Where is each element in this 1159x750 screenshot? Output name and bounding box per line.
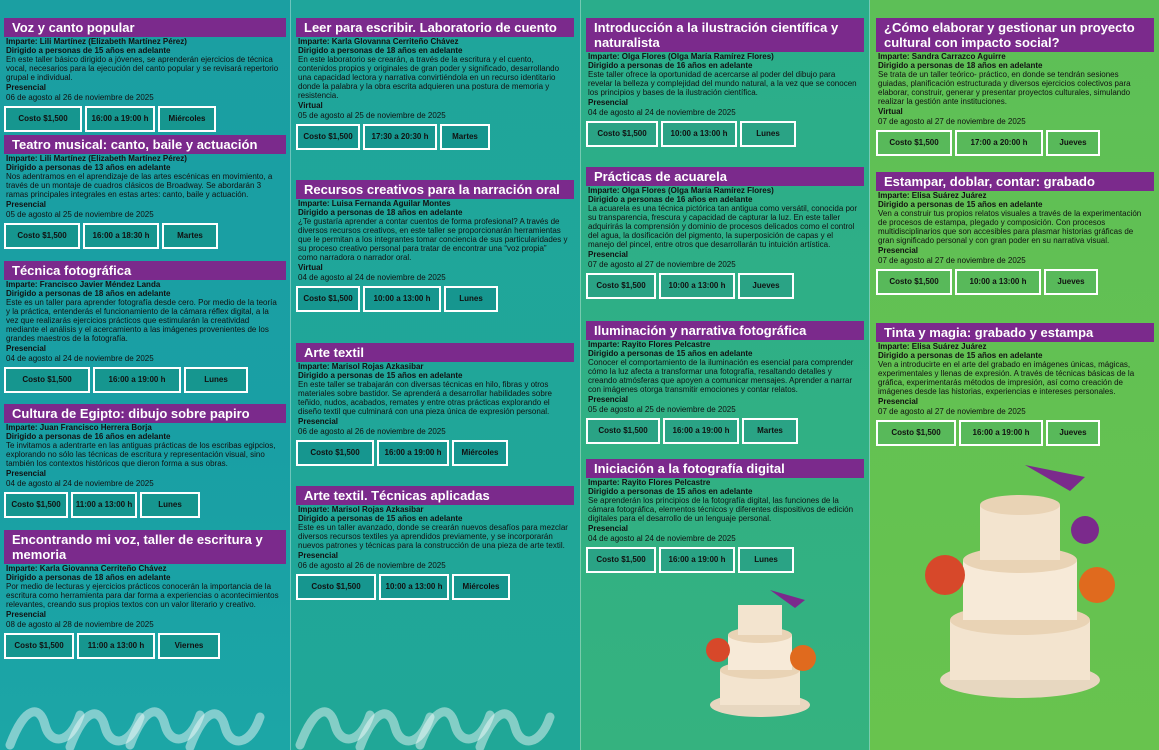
instructor: Imparte: Marisol Rojas Azkasibar [298,505,424,514]
instructor: Imparte: Karla Giovanna Cerriteño Chávez [6,564,167,573]
date-range: 04 de agosto al 24 de noviembre de 2025 [298,273,446,282]
schedule-boxes [586,418,864,444]
workshop-description: Ven a introducirte en el arte del grabado en imágenes únicas, mágicas, experimentales y llenas de expresión. A través de técnicas básicas de la gráfica, experimentarás métodos de impresión, así como creación de imágenes desde las historias, experiencias e intereses personales. [878,360,1135,396]
modality: Presencial [6,344,47,353]
modality: Presencial [588,524,629,533]
workshop-description: Por medio de lecturas y ejercicios prácticos conocerán la importancia de la escritura como herramienta para dar forma a experiencias o acontecimientos relevantes, creando sus propios textos con un valor literario y creativo. [6,582,279,609]
workshop-section [296,18,574,150]
modality: Presencial [588,98,629,107]
day-box: Lunes [444,286,498,312]
audience: Dirigido a personas de 13 años en adelante [6,163,171,172]
workshop-section [876,18,1154,156]
audience: Dirigido a personas de 16 años en adelante [6,432,171,441]
day-box: Miércoles [158,106,216,132]
modality: Virtual [298,101,323,110]
workshop-description: Ven a construir tus propios relatos visuales a través de la experimentación de procesos de estampa, plegado y composición. Con procesos multidisciplinarios que son accesibles para plasmar historias gráficas de gran significado personal y con gran poder en su narrativa visual. [878,209,1142,245]
column-1 [0,0,290,750]
workshop-description: ¿Te gustaría aprender a contar cuentos de forma profesional? A través de diversos recursos creativos, en este taller se proporcionarán herramientas que le permitan a los integrantes tomar conciencia de sus particularidades y su proceso creativo personal para tratar de encontrar una “voz propia” como narradora o narrador oral. [298,217,568,262]
day-box: Lunes [184,367,248,393]
workshop-description: En este taller básico dirigido a jóvenes, se aprenderán ejercicios de técnica vocal, necesarios para la ejecución del canto popular y se revisará repertorio grupal e individual. [6,55,279,82]
date-range: 05 de agosto al 25 de noviembre de 2025 [298,111,446,120]
hours-box: 16:00 a 19:00 h [959,420,1043,446]
workshop-section [4,404,286,518]
schedule-boxes [4,106,286,132]
hours-box: 10:00 a 13:00 h [379,574,449,600]
day-box: Jueves [738,273,794,299]
workshop-section [4,261,286,393]
workshop-section [296,343,574,466]
date-range: 07 de agosto al 27 de noviembre de 2025 [588,260,736,269]
cost-box: Costo $1,500 [876,420,956,446]
schedule-boxes [586,547,864,573]
workshop-section [296,486,574,600]
hours-box: 16:00 a 19:00 h [663,418,739,444]
hours-box: 16:00 a 19:00 h [93,367,181,393]
workshop-section [4,135,286,249]
day-box: Jueves [1044,269,1098,295]
instructor: Imparte: Rayito Flores Pelcastre [588,478,711,487]
workshop-title: Técnica fotográfica [4,261,286,280]
schedule-boxes [4,633,286,659]
date-range: 06 de agosto al 26 de noviembre de 2025 [298,561,446,570]
instructor: Imparte: Karla Glovanna Cerriteño Chávez [298,37,459,46]
hours-box: 10:00 a 13:00 h [659,273,735,299]
day-box: Martes [162,223,218,249]
date-range: 04 de agosto al 24 de noviembre de 2025 [6,354,154,363]
day-box: Lunes [738,547,794,573]
hours-box: 11:00 a 13:00 h [71,492,137,518]
instructor: Imparte: Elisa Suárez Juárez [878,191,987,200]
cost-box: Costo $1,500 [296,286,360,312]
cost-box: Costo $1,500 [876,269,952,295]
workshop-title: Voz y canto popular [4,18,286,37]
workshop-title: Arte textil. Técnicas aplicadas [296,486,574,505]
modality: Presencial [6,469,47,478]
hours-box: 17:30 a 20:30 h [363,124,437,150]
date-range: 07 de agosto al 27 de noviembre de 2025 [878,117,1026,126]
day-box: Martes [440,124,490,150]
audience: Dirigido a personas de 18 años en adelante [878,61,1043,70]
modality: Presencial [588,395,629,404]
workshop-description: En este laboratorio se crearán, a través de la escritura y el cuento, contenidos propios y originales de gran poder y significado, desarrollando una capacidad lectora y narrativa convirtiéndola en un recurso identitario donde la palabra y la obra escrita adquieren una postura de memoria y resistencia. [298,55,560,100]
modality: Presencial [588,250,629,259]
workshop-description: Este es un taller para aprender fotografía desde cero. Por medio de la teoría y la práctica, entenderás el funcionamiento de la cámara réflex digital, a la vez que realizarás ejercicios prácticos que estimularán la creatividad mediante el análisis y el acercamiento a las imágenes provenientes de los grandes maestros de la fotografía. [6,298,277,343]
book-tower-illustration-small [700,580,820,720]
date-range: 06 de agosto al 26 de noviembre de 2025 [6,93,154,102]
audience: Dirigido a personas de 18 años en adelante [298,208,463,217]
hours-box: 16:00 a 19:00 h [85,106,155,132]
cost-box: Costo $1,500 [4,106,82,132]
workshop-section [586,18,864,147]
schedule-boxes [4,223,286,249]
instructor: Imparte: Luisa Fernanda Aguilar Montes [298,199,451,208]
book-tower-illustration-large [925,455,1115,705]
modality: Presencial [298,551,339,560]
schedule-boxes [4,492,286,518]
modality: Presencial [6,200,47,209]
workshop-title: Introducción a la ilustración científica y naturalista [586,18,864,52]
schedule-boxes [296,124,574,150]
date-range: 07 de agosto al 27 de noviembre de 2025 [878,407,1026,416]
instructor: Imparte: Elisa Suárez Juárez [878,342,987,351]
workshop-section [296,180,574,312]
instructor: Imparte: Marisol Rojas Azkasibar [298,362,424,371]
audience: Dirigido a personas de 15 años en adelante [878,200,1043,209]
cost-box: Costo $1,500 [296,440,374,466]
audience: Dirigido a personas de 15 años en adelante [878,351,1043,360]
hours-box: 16:00 a 19:00 h [377,440,449,466]
schedule-boxes [876,269,1154,295]
date-range: 05 de agosto al 25 de noviembre de 2025 [588,405,736,414]
workshop-title: Encontrando mi voz, taller de escritura y memoria [4,530,286,564]
column-divider [580,0,581,750]
instructor: Imparte: Juan Francisco Herrera Borja [6,423,152,432]
day-box: Lunes [140,492,200,518]
cost-box: Costo $1,500 [4,367,90,393]
hours-box: 16:00 a 18:30 h [83,223,159,249]
workshop-title: ¿Cómo elaborar y gestionar un proyecto cultural con impacto social? [876,18,1154,52]
instructor: Imparte: Lili Martínez (Elizabeth Martínez Pérez) [6,37,187,46]
workshop-description: Conocer el comportamiento de la iluminación es esencial para comprender cómo la luz afecta a transformar una fotografía, resaltando detalles y creando atmósferas que apoyen a comunicar mensajes. Aprender a narrar con imágenes otorga transmitir emociones y contar relatos. [588,358,854,394]
modality: Virtual [298,263,323,272]
hours-box: 11:00 a 13:00 h [77,633,155,659]
cost-box: Costo $1,500 [586,418,660,444]
workshop-section [586,321,864,444]
column-2 [290,0,580,750]
audience: Dirigido a personas de 15 años en adelante [588,487,753,496]
workshop-title: Teatro musical: canto, baile y actuación [4,135,286,154]
workshop-title: Iniciación a la fotografía digital [586,459,864,478]
workshop-description: Se trata de un taller teórico- práctico, en donde se tendrán sesiones guiadas, planificación estructurada y diversos ejercicios colectivos para elaborar, construir, generar y presentar proyectos culturales, simulando realizar la gestión ante instituciones. [878,70,1131,106]
instructor: Imparte: Olga Flores (Olga María Ramírez Flores) [588,186,774,195]
audience: Dirigido a personas de 16 años en adelante [588,195,753,204]
date-range: 06 de agosto al 26 de noviembre de 2025 [298,427,446,436]
cost-box: Costo $1,500 [876,130,952,156]
cost-box: Costo $1,500 [296,574,376,600]
schedule-boxes [296,574,574,600]
hours-box: 10:00 a 13:00 h [955,269,1041,295]
schedule-boxes [876,130,1154,156]
schedule-boxes [586,121,864,147]
instructor: Imparte: Lili Martínez (Elizabeth Martínez Pérez) [6,154,187,163]
cost-box: Costo $1,500 [586,547,656,573]
column-divider [869,0,870,750]
modality: Virtual [878,107,903,116]
workshop-description: En este taller se trabajarán con diversas técnicas en hilo, fibras y otros materiales sobre bastidor. Se aprenderá a desarrollar habilidades sobre teñido, nudos, acabados, remates y entre otras prácticas explorando el diseño textil que culminará con una pieza única de expresión personal. [298,380,552,416]
workshop-section [4,18,286,132]
hours-box: 17:00 a 20:00 h [955,130,1043,156]
workshop-section [876,323,1154,446]
audience: Dirigido a personas de 18 años en adelante [6,289,171,298]
hours-box: 10:00 a 13:00 h [661,121,737,147]
schedule-boxes [296,286,574,312]
instructor: Imparte: Olga Flores (Olga María Ramírez Flores) [588,52,774,61]
workshop-section [4,530,286,659]
date-range: 04 de agosto al 24 de noviembre de 2025 [588,108,736,117]
audience: Dirigido a personas de 16 años en adelante [588,61,753,70]
modality: Presencial [878,397,919,406]
day-box: Jueves [1046,130,1100,156]
workshop-title: Prácticas de acuarela [586,167,864,186]
day-box: Miércoles [452,440,508,466]
workshop-description: Este taller ofrece la oportunidad de acercarse al poder del dibujo para revelar la belleza y complejidad del mundo natural, a la vez que se conocen los principios y bases de la ilustración científica. [588,70,857,97]
schedule-boxes [876,420,1154,446]
day-box: Viernes [158,633,220,659]
modality: Presencial [878,246,919,255]
workshop-title: Tinta y magia: grabado y estampa [876,323,1154,342]
day-box: Martes [742,418,798,444]
audience: Dirigido a personas de 18 años en adelante [6,573,171,582]
column-divider [290,0,291,750]
instructor: Imparte: Sandra Carrazco Aguirre [878,52,1006,61]
cost-box: Costo $1,500 [586,273,656,299]
workshop-section [876,172,1154,295]
cost-box: Costo $1,500 [296,124,360,150]
day-box: Jueves [1046,420,1100,446]
instructor: Imparte: Rayito Flores Pelcastre [588,340,711,349]
modality: Presencial [6,610,47,619]
date-range: 04 de agosto al 24 de noviembre de 2025 [588,534,736,543]
hours-box: 10:00 a 13:00 h [363,286,441,312]
audience: Dirigido a personas de 15 años en adelante [588,349,753,358]
audience: Dirigido a personas de 15 años en adelante [298,371,463,380]
workshop-title: Estampar, doblar, contar: grabado [876,172,1154,191]
schedule-boxes [296,440,574,466]
wave-decoration [0,695,580,750]
date-range: 08 de agosto al 28 de noviembre de 2025 [6,620,154,629]
cost-box: Costo $1,500 [4,492,68,518]
audience: Dirigido a personas de 15 años en adelante [6,46,171,55]
workshop-description: La acuarela es una técnica pictórica tan antigua como versátil, conocida por su transparencia, frescura y capacidad de capturar la luz. En este taller adquirirás la comprensión y dominio de procesos delicados como el control del agua, la dosificación del pigmento, la superposición de capas y el manejo del pincel, entre otros que desarrollarán tu intuición artística. [588,204,858,249]
workshop-title: Arte textil [296,343,574,362]
cost-box: Costo $1,500 [4,223,80,249]
workshop-description: Se aprenderán los principios de la fotografía digital, las funciones de la cámara fotográfica, elementos técnicos y diferentes dispositivos de edición digitales para el desarrollo de un lenguaje personal. [588,496,854,523]
day-box: Miércoles [452,574,510,600]
workshop-title: Leer para escribir. Laboratorio de cuento [296,18,574,37]
schedule-boxes [586,273,864,299]
audience: Dirigido a personas de 18 años en adelante [298,46,463,55]
workshop-description: Nos adentramos en el aprendizaje de las artes escénicas en movimiento, a través de un montaje de cuadros clásicos de Broadway. Se abordarán 3 ramas principales integrales en estas artes: canto, baile y actuación. [6,172,273,199]
workshop-description: Te invitamos a adentrarte en las antiguas prácticas de los escribas egipcios, explorando no sólo las técnicas de escritura y representación visual, sino también los contextos históricos que dieron forma a sus obras. [6,441,276,468]
workshop-title: Cultura de Egipto: dibujo sobre papiro [4,404,286,423]
hours-box: 16:00 a 19:00 h [659,547,735,573]
workshop-title: Iluminación y narrativa fotográfica [586,321,864,340]
date-range: 07 de agosto al 27 de noviembre de 2025 [878,256,1026,265]
date-range: 04 de agosto al 24 de noviembre de 2025 [6,479,154,488]
workshop-section [586,459,864,573]
modality: Presencial [298,417,339,426]
workshop-title: Recursos creativos para la narración oral [296,180,574,199]
day-box: Lunes [740,121,796,147]
workshop-description: Este es un taller avanzado, donde se crearán nuevos desafíos para mezclar diversos recursos textiles ya aprendidos previamente, y se incorporarán nuevos patrones y técnicas para la construcción de una pieza de arte textil. [298,523,568,550]
workshop-section [586,167,864,299]
audience: Dirigido a personas de 15 años en adelante [298,514,463,523]
cost-box: Costo $1,500 [586,121,658,147]
schedule-boxes [4,367,286,393]
modality: Presencial [6,83,47,92]
date-range: 05 de agosto al 25 de noviembre de 2025 [6,210,154,219]
instructor: Imparte: Francisco Javier Méndez Landa [6,280,161,289]
cost-box: Costo $1,500 [4,633,74,659]
